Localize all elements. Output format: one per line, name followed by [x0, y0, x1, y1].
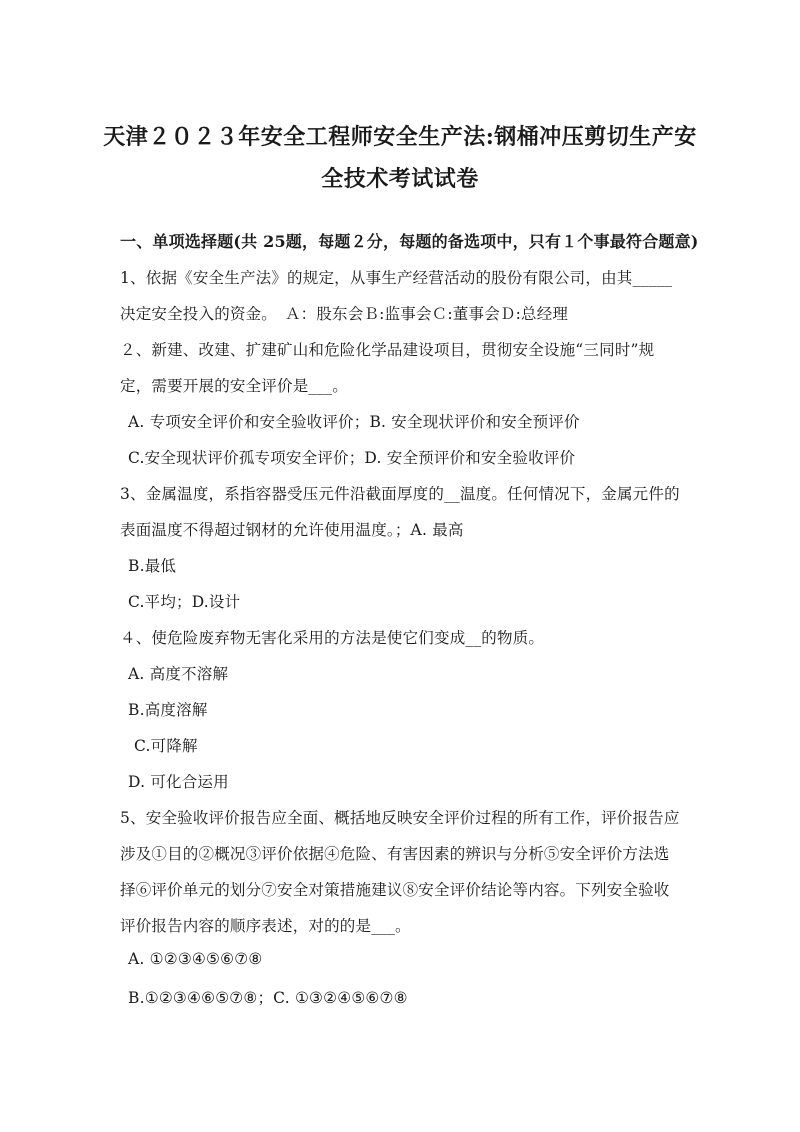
question-3-options-cd: C.平均；D.设计 — [128, 593, 241, 611]
question-5-options-bc: B.①②③④⑥⑤⑦⑧；C. ①③②④⑤⑥⑦⑧ — [128, 989, 408, 1007]
question-2-text-cont: 定，需要开展的安全评价是___。 — [120, 377, 348, 395]
question-3-option-b: B.最低 — [128, 557, 177, 575]
document-title-line-1: 天津２０２３年安全工程师安全生产法:钢桶冲压剪切生产安 — [103, 124, 697, 150]
question-1-text-cont: 决定安全投入的资金。 Ａ：股东会Ｂ:监事会Ｃ:董事会Ｄ:总经理 — [120, 305, 569, 323]
question-1-text: 1、依据《安全生产法》的规定，从事生产经营活动的股份有限公司，由其_____ — [120, 269, 673, 287]
question-5-text-cont-3: 评价报告内容的顺序表述，对的的是___。 — [120, 917, 411, 935]
question-3-text-cont: 表面温度不得超过钢材的允许使用温度。；A. 最高 — [120, 521, 464, 539]
question-3-text: 3、金属温度，系指容器受压元件沿截面厚度的__温度。任何情况下，金属元件的 — [120, 485, 680, 503]
question-4-text: ４、使危险废弃物无害化采用的方法是使它们变成__的物质。 — [120, 629, 545, 647]
question-5-text-cont-1: 涉及①目的②概况③评价依据④危险、有害因素的辨识与分析⑤安全评价方法选 — [120, 845, 670, 863]
question-2-options-ab: A. 专项安全评价和安全验收评价；B. 安全现状评价和安全预评价 — [128, 413, 580, 431]
question-5-text: 5、安全验收评价报告应全面、概括地反映安全评价过程的所有工作，评价报告应 — [120, 809, 680, 827]
question-4-option-c: C.可降解 — [134, 737, 198, 755]
question-5-option-a: A. ①②③④⑤⑥⑦⑧ — [128, 950, 263, 968]
question-4-option-a: A. 高度不溶解 — [128, 665, 229, 683]
question-2-text: ２、新建、改建、扩建矿山和危险化学品建设项目，贯彻安全设施“三同时”规 — [120, 341, 655, 359]
section-heading: 一、单项选择题(共 25题，每题２分，每题的备选项中，只有１个事最符合题意) — [120, 232, 699, 251]
question-4-option-b: B.高度溶解 — [128, 701, 208, 719]
document-title-line-2: 全技术考试试卷 — [321, 166, 479, 192]
question-4-option-d: D. 可化合运用 — [128, 773, 229, 791]
question-5-text-cont-2: 择⑥评价单元的划分⑦安全对策措施建议⑧安全评价结论等内容。下列安全验收 — [120, 881, 670, 899]
question-2-options-cd: C.安全现状评价孤专项安全评价；D. 安全预评价和安全验收评价 — [128, 449, 576, 467]
